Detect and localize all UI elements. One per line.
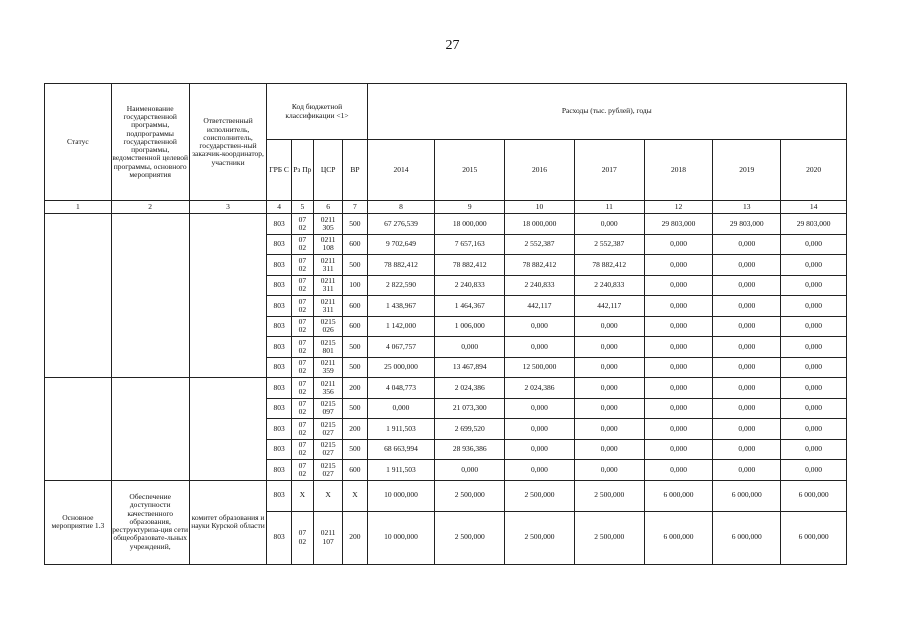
column-index: 14 — [781, 201, 847, 214]
column-index: 5 — [291, 201, 313, 214]
cell-value: 2 240,833 — [435, 275, 505, 296]
cell-grbs: 803 — [267, 255, 291, 276]
cell-value: 0,000 — [713, 419, 781, 440]
cell-csr — [313, 357, 342, 378]
cell-csr — [313, 255, 342, 276]
cell-value: 0,000 — [644, 398, 713, 419]
cell-rz: 07 — [298, 399, 307, 408]
column-index-row — [45, 201, 847, 214]
cell-value: 0,000 — [781, 460, 847, 481]
cell-rzpr — [291, 439, 313, 460]
cell-grbs: 803 — [267, 439, 291, 460]
cell-value: 0,000 — [781, 419, 847, 440]
cell-value: 0,000 — [435, 460, 505, 481]
header-year: 2020 — [781, 140, 847, 201]
cell-rzpr — [291, 234, 313, 255]
measure-executor: комитет образования и науки Курской области — [189, 480, 267, 564]
cell-csr-part2: 801 — [322, 345, 334, 355]
cell-csr-part2: 359 — [322, 366, 334, 376]
cell-pr: 02 — [298, 325, 307, 335]
cell-csr-part2: 108 — [322, 243, 334, 253]
cell-csr-part1: 0211 — [320, 358, 336, 367]
cell-rzpr — [291, 419, 313, 440]
header-vr: ВР — [343, 140, 367, 201]
cell-csr — [313, 378, 342, 399]
cell-csr-part2: 027 — [322, 448, 334, 458]
cell-pr: 02 — [298, 427, 307, 437]
cell-rzpr — [291, 460, 313, 481]
cell-value: 0,000 — [644, 357, 713, 378]
cell-value: 0,000 — [574, 439, 644, 460]
cell-rz: 07 — [298, 419, 307, 429]
table-row — [45, 378, 847, 399]
cell-vr: 200 — [343, 378, 367, 399]
cell-csr-part1: 0215 — [320, 440, 336, 449]
cell-value: 0,000 — [713, 460, 781, 481]
cell-grbs: 803 — [267, 511, 291, 564]
column-index: 10 — [505, 201, 575, 214]
header-program-name: Наименование государственной программы, подпрограммы государственной программы, ведомственной целевой программы, основного мероприятия — [111, 84, 189, 201]
cell-pr: 02 — [298, 386, 307, 396]
cell-value: 0,000 — [574, 214, 644, 235]
cell-vr: X — [343, 480, 367, 511]
cell-value: 7 657,163 — [435, 234, 505, 255]
cell-value: 6 000,000 — [713, 511, 781, 564]
cell-value: 13 467,894 — [435, 357, 505, 378]
cell-value: 1 142,000 — [367, 316, 435, 337]
cell-vr: 500 — [343, 214, 367, 235]
column-index: 2 — [111, 201, 189, 214]
cell-csr-part1: 0215 — [320, 317, 336, 326]
executor-cell-empty — [189, 214, 267, 378]
cell-grbs: 803 — [267, 234, 291, 255]
cell-value: 6 000,000 — [644, 480, 713, 511]
column-index: 3 — [189, 201, 267, 214]
cell-value: 0,000 — [644, 255, 713, 276]
header-year: 2019 — [713, 140, 781, 201]
cell-value: 10 000,000 — [367, 511, 435, 564]
cell-csr-part1: 0211 — [320, 378, 336, 388]
cell-value: 0,000 — [574, 419, 644, 440]
cell-csr — [313, 214, 342, 235]
cell-value: 0,000 — [781, 378, 847, 399]
cell-rz: 07 — [298, 235, 307, 244]
cell-vr: 500 — [343, 255, 367, 276]
cell-grbs: 803 — [267, 214, 291, 235]
column-index: 7 — [343, 201, 367, 214]
cell-value: 10 000,000 — [367, 480, 435, 511]
cell-value: 0,000 — [781, 255, 847, 276]
cell-value: 2 500,000 — [574, 480, 644, 511]
cell-csr-part1: 0215 — [320, 337, 336, 347]
cell-value: 0,000 — [505, 439, 575, 460]
cell-pr: 02 — [298, 468, 307, 478]
cell-value: 67 276,539 — [367, 214, 435, 235]
cell-csr-part2: 305 — [322, 222, 334, 232]
cell-vr: 500 — [343, 357, 367, 378]
cell-pr: 02 — [298, 407, 307, 417]
cell-value: 0,000 — [574, 337, 644, 358]
cell-vr: 200 — [343, 511, 367, 564]
cell-rzpr — [291, 357, 313, 378]
cell-value: 0,000 — [781, 337, 847, 358]
cell-rzpr — [291, 296, 313, 317]
cell-value: 6 000,000 — [713, 480, 781, 511]
cell-grbs: 803 — [267, 275, 291, 296]
cell-value: 0,000 — [644, 296, 713, 317]
cell-grbs: 803 — [267, 398, 291, 419]
cell-csr — [313, 337, 342, 358]
cell-value: 4 067,757 — [367, 337, 435, 358]
cell-rz: 07 — [298, 460, 307, 470]
cell-value: 0,000 — [781, 439, 847, 460]
cell-vr: 600 — [343, 316, 367, 337]
cell-value: 0,000 — [505, 419, 575, 440]
cell-value: 78 882,412 — [435, 255, 505, 276]
cell-rz: 07 — [298, 276, 307, 285]
cell-value: 0,000 — [644, 460, 713, 481]
header-rzpr: Рз Пр — [291, 140, 313, 201]
cell-csr-part2: 311 — [322, 263, 334, 273]
cell-csr — [313, 296, 342, 317]
cell-pr: 02 — [298, 263, 307, 273]
cell-value: 0,000 — [644, 234, 713, 255]
cell-value: 28 936,386 — [435, 439, 505, 460]
cell-rz: 07 — [298, 358, 307, 367]
cell-value: 0,000 — [574, 378, 644, 399]
cell-csr-part1: 0215 — [320, 419, 336, 429]
cell-value: 21 073,300 — [435, 398, 505, 419]
status-cell-empty — [45, 378, 112, 481]
budget-table — [44, 83, 847, 565]
header-expenses: Расходы (тыс. рублей), годы — [367, 84, 846, 140]
cell-value: 0,000 — [505, 460, 575, 481]
cell-csr-part1: 0211 — [320, 235, 336, 244]
cell-vr: 600 — [343, 460, 367, 481]
cell-value: 0,000 — [713, 275, 781, 296]
cell-value: 0,000 — [781, 316, 847, 337]
cell-value: 2 240,833 — [505, 275, 575, 296]
cell-csr-part2: 026 — [322, 325, 334, 335]
cell-grbs: 803 — [267, 378, 291, 399]
cell-value: 0,000 — [644, 275, 713, 296]
header-row — [45, 84, 847, 140]
cell-value: 2 024,386 — [505, 378, 575, 399]
cell-value: 0,000 — [713, 234, 781, 255]
cell-pr: 02 — [298, 243, 307, 253]
cell-value: 2 240,833 — [574, 275, 644, 296]
cell-value: 78 882,412 — [367, 255, 435, 276]
cell-csr-part1: 0211 — [320, 255, 336, 265]
cell-value: 9 702,649 — [367, 234, 435, 255]
cell-csr — [313, 511, 342, 564]
status-cell-empty — [45, 214, 112, 378]
column-index: 12 — [644, 201, 713, 214]
cell-vr: 500 — [343, 439, 367, 460]
cell-value: 2 500,000 — [435, 511, 505, 564]
cell-value: 2 552,387 — [574, 234, 644, 255]
cell-value: 6 000,000 — [644, 511, 713, 564]
column-index: 8 — [367, 201, 435, 214]
cell-value: 0,000 — [644, 316, 713, 337]
cell-rz: 07 — [298, 214, 307, 224]
cell-pr: 02 — [298, 284, 307, 294]
cell-rzpr — [291, 337, 313, 358]
cell-csr-part1: 0215 — [320, 399, 336, 408]
cell-value: 2 500,000 — [574, 511, 644, 564]
cell-value: 0,000 — [713, 357, 781, 378]
cell-value: 2 500,000 — [505, 511, 575, 564]
header-executor: Ответственный исполнитель, соисполнитель, государствен-ный заказчик-координатор, участники — [189, 84, 267, 201]
column-index: 4 — [267, 201, 291, 214]
cell-value: 442,117 — [574, 296, 644, 317]
cell-rzpr — [291, 275, 313, 296]
cell-rz: 07 — [298, 255, 307, 265]
cell-csr-part2: 027 — [322, 427, 334, 437]
cell-pr: 02 — [298, 366, 307, 376]
page-number: 27 — [445, 38, 460, 53]
cell-rzpr — [291, 214, 313, 235]
cell-csr — [313, 234, 342, 255]
cell-csr: X — [313, 480, 342, 511]
header-year: 2014 — [367, 140, 435, 201]
cell-value: 0,000 — [505, 337, 575, 358]
cell-csr-part2: 107 — [322, 536, 334, 546]
cell-rzpr: X — [291, 480, 313, 511]
cell-value: 1 464,367 — [435, 296, 505, 317]
program-cell-empty — [111, 214, 189, 378]
cell-csr-part1: 0211 — [320, 296, 336, 306]
cell-grbs: 803 — [267, 296, 291, 317]
cell-value: 0,000 — [574, 460, 644, 481]
cell-rz: 07 — [298, 440, 307, 449]
program-cell-empty — [111, 378, 189, 481]
header-year: 2017 — [574, 140, 644, 201]
cell-value: 0,000 — [574, 398, 644, 419]
column-index: 11 — [574, 201, 644, 214]
cell-csr-part2: 311 — [322, 284, 334, 294]
cell-value: 0,000 — [713, 378, 781, 399]
cell-value: 0,000 — [781, 398, 847, 419]
cell-rz: 07 — [298, 528, 307, 538]
cell-grbs: 803 — [267, 460, 291, 481]
cell-value: 0,000 — [644, 439, 713, 460]
cell-value: 0,000 — [574, 357, 644, 378]
cell-value: 68 663,994 — [367, 439, 435, 460]
cell-value: 0,000 — [644, 419, 713, 440]
cell-value: 0,000 — [644, 337, 713, 358]
cell-value: 0,000 — [781, 234, 847, 255]
cell-rzpr — [291, 398, 313, 419]
measure-name: Обеспечение доступности качественного образования, реструктуриза-ция сети общеобразовате-льных учреждений, — [111, 480, 189, 564]
cell-pr: 02 — [298, 222, 307, 232]
cell-vr: 600 — [343, 296, 367, 317]
cell-csr — [313, 460, 342, 481]
cell-csr-part2: 097 — [322, 407, 334, 417]
cell-value: 442,117 — [505, 296, 575, 317]
table-row — [45, 214, 847, 235]
cell-vr: 500 — [343, 337, 367, 358]
cell-csr-part2: 027 — [322, 468, 334, 478]
cell-value: 2 552,387 — [505, 234, 575, 255]
cell-value: 78 882,412 — [505, 255, 575, 276]
cell-value: 1 911,503 — [367, 460, 435, 481]
cell-value: 2 699,520 — [435, 419, 505, 440]
measure-status: Основное мероприятие 1.3 — [45, 480, 112, 564]
cell-csr — [313, 419, 342, 440]
column-index: 1 — [45, 201, 112, 214]
cell-value: 1 438,967 — [367, 296, 435, 317]
cell-value: 2 500,000 — [505, 480, 575, 511]
cell-value: 0,000 — [713, 439, 781, 460]
cell-csr-part1: 0211 — [320, 528, 336, 538]
cell-value: 12 500,000 — [505, 357, 575, 378]
cell-csr-part2: 311 — [322, 304, 334, 314]
cell-value: 2 822,590 — [367, 275, 435, 296]
data-rows — [45, 214, 847, 481]
cell-value: 25 000,000 — [367, 357, 435, 378]
header-status: Статус — [45, 84, 112, 201]
cell-vr: 600 — [343, 234, 367, 255]
cell-value: 0,000 — [781, 296, 847, 317]
cell-vr: 100 — [343, 275, 367, 296]
column-index: 9 — [435, 201, 505, 214]
cell-value: 18 000,000 — [435, 214, 505, 235]
cell-csr — [313, 316, 342, 337]
cell-csr — [313, 275, 342, 296]
header-csr: ЦСР — [313, 140, 342, 201]
header-grbs: ГРБ С — [267, 140, 291, 201]
cell-grbs: 803 — [267, 357, 291, 378]
cell-grbs: 803 — [267, 480, 291, 511]
cell-value: 18 000,000 — [505, 214, 575, 235]
cell-csr-part1: 0211 — [320, 276, 336, 285]
header-year: 2018 — [644, 140, 713, 201]
cell-value: 0,000 — [367, 398, 435, 419]
cell-rz: 07 — [298, 296, 307, 306]
cell-value: 6 000,000 — [781, 480, 847, 511]
cell-grbs: 803 — [267, 337, 291, 358]
cell-csr-part1: 0215 — [320, 460, 336, 470]
cell-csr-part2: 356 — [322, 386, 334, 396]
cell-csr-part1: 0211 — [320, 214, 336, 224]
cell-value: 2 500,000 — [435, 480, 505, 511]
header-budget-code: Код бюджетной классификации <1> — [267, 84, 367, 140]
column-index: 6 — [313, 201, 342, 214]
cell-csr — [313, 439, 342, 460]
cell-value: 78 882,412 — [574, 255, 644, 276]
cell-value: 6 000,000 — [781, 511, 847, 564]
cell-value: 1 911,503 — [367, 419, 435, 440]
cell-pr: 02 — [298, 345, 307, 355]
cell-vr: 200 — [343, 419, 367, 440]
cell-value: 0,000 — [505, 316, 575, 337]
cell-value: 29 803,000 — [781, 214, 847, 235]
cell-rzpr — [291, 378, 313, 399]
cell-value: 1 006,000 — [435, 316, 505, 337]
header-year: 2016 — [505, 140, 575, 201]
cell-value: 0,000 — [713, 316, 781, 337]
measure-total-row — [45, 480, 847, 511]
cell-pr: 02 — [298, 304, 307, 314]
cell-rzpr — [291, 316, 313, 337]
cell-value: 0,000 — [713, 337, 781, 358]
cell-rzpr — [291, 511, 313, 564]
cell-pr: 02 — [298, 448, 307, 458]
cell-value: 4 048,773 — [367, 378, 435, 399]
cell-value: 0,000 — [713, 296, 781, 317]
cell-value: 0,000 — [574, 316, 644, 337]
cell-vr: 500 — [343, 398, 367, 419]
cell-value: 0,000 — [781, 357, 847, 378]
cell-value: 0,000 — [713, 255, 781, 276]
cell-value: 0,000 — [435, 337, 505, 358]
cell-grbs: 803 — [267, 419, 291, 440]
cell-value: 29 803,000 — [713, 214, 781, 235]
cell-rzpr — [291, 255, 313, 276]
cell-value: 0,000 — [644, 378, 713, 399]
header-year: 2015 — [435, 140, 505, 201]
cell-rz: 07 — [298, 378, 307, 388]
cell-csr — [313, 398, 342, 419]
cell-value: 0,000 — [505, 398, 575, 419]
cell-value: 2 024,386 — [435, 378, 505, 399]
executor-cell-empty — [189, 378, 267, 481]
cell-rz: 07 — [298, 337, 307, 347]
cell-value: 29 803,000 — [644, 214, 713, 235]
cell-value: 0,000 — [781, 275, 847, 296]
cell-value: 0,000 — [713, 398, 781, 419]
column-index: 13 — [713, 201, 781, 214]
cell-rz: 07 — [298, 317, 307, 326]
cell-pr: 02 — [298, 536, 307, 546]
cell-grbs: 803 — [267, 316, 291, 337]
